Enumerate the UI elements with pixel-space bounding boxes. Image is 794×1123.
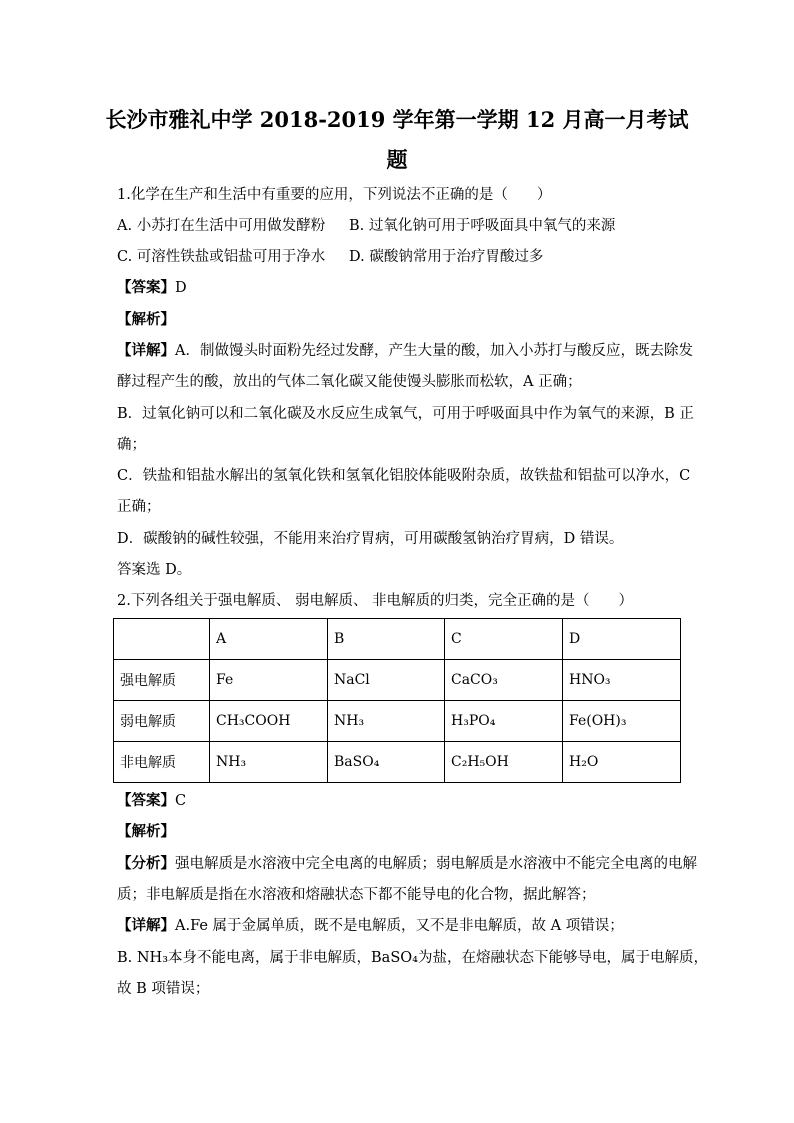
q2-analysis-label: 【解析】 bbox=[117, 823, 175, 840]
table-cell: BaSO₄ bbox=[328, 742, 445, 783]
exam-title-line1: 长沙市雅礼中学 2018-2019 学年第一学期 12 月高一月考试 bbox=[105, 107, 689, 132]
q1-option-d: D. 碳酸钠常用于治疗胃酸过多 bbox=[349, 249, 544, 265]
q1-stem: 1.化学在生产和生活中有重要的应用，下列说法不正确的是（ ） bbox=[117, 187, 552, 203]
table-cell: NaCl bbox=[328, 660, 445, 701]
q2-fenxi-label: 【分析】 bbox=[117, 855, 175, 872]
q1-detail-1a bbox=[117, 341, 693, 361]
q2-answer-label: 【答案】 bbox=[117, 792, 175, 809]
q2-fenxi-2: 质；非电解质是指在水溶液和熔融状态下都不能导电的化合物，据此解答； bbox=[117, 887, 596, 903]
q2-fenxi-1-text: 强电解质是水溶液中完全电离的电解质；弱电解质是水溶液中不能完全电离的电解 bbox=[175, 856, 697, 872]
q1-detail-3b: 正确； bbox=[117, 499, 161, 515]
table-header-cell: D bbox=[563, 619, 681, 660]
table-cell: Fe bbox=[210, 660, 328, 701]
q1-option-b: B. 过氧化钠可用于呼吸面具中氧气的来源 bbox=[349, 218, 616, 234]
q2-fenxi-1 bbox=[117, 854, 697, 874]
table-cell: CaCO₃ bbox=[445, 660, 563, 701]
table-header-cell bbox=[114, 619, 210, 660]
q2-answer bbox=[117, 791, 186, 811]
table-cell: H₃PO₄ bbox=[445, 701, 563, 742]
table-row bbox=[114, 701, 681, 742]
q1-detail-2a: B．过氧化钠可以和二氧化碳及水反应生成氧气，可用于呼吸面具中作为氧气的来源，B 正 bbox=[117, 406, 694, 422]
q2-stem: 2.下列各组关于强电解质、 弱电解质、 非电解质的归类，完全正确的是（ ） bbox=[117, 593, 634, 609]
q1-answer bbox=[117, 278, 187, 298]
exam-title-line2: 题 bbox=[386, 147, 408, 172]
q1-detail-label: 【详解】 bbox=[117, 342, 175, 359]
q1-detail-4: D．碳酸钠的碱性较强，不能用来治疗胃病，可用碳酸氢钠治疗胃病，D 错误。 bbox=[117, 531, 624, 547]
table-header-row bbox=[114, 619, 681, 660]
table-cell: C₂H₅OH bbox=[445, 742, 563, 783]
q2-detail-2: B. NH₃本身不能电离，属于非电解质，BaSO₄为盐，在熔融状态下能够导电，属于电解质， bbox=[117, 950, 708, 966]
q1-option-a: A. 小苏打在生活中可用做发酵粉 bbox=[117, 218, 326, 234]
q1-detail-2b: 确； bbox=[117, 437, 146, 453]
table-cell: CH₃COOH bbox=[210, 701, 328, 742]
q1-analysis-label: 【解析】 bbox=[117, 311, 175, 328]
table-cell: Fe(OH)₃ bbox=[563, 701, 681, 742]
table-cell: NH₃ bbox=[328, 701, 445, 742]
q2-detail-label: 【详解】 bbox=[117, 917, 175, 934]
q1-option-c: C. 可溶性铁盐或铝盐可用于净水 bbox=[117, 249, 326, 265]
q1-detail-1b: 酵过程产生的酸，放出的气体二氧化碳又能使馒头膨胀而松软，A 正确； bbox=[117, 374, 582, 390]
q1-conclusion: 答案选 D。 bbox=[117, 562, 192, 578]
table-row bbox=[114, 660, 681, 701]
row-label: 弱电解质 bbox=[114, 701, 210, 742]
q2-detail-1 bbox=[117, 916, 624, 936]
table-cell: HNO₃ bbox=[563, 660, 681, 701]
table-cell: H₂O bbox=[563, 742, 681, 783]
table-header-cell: C bbox=[445, 619, 563, 660]
table-header-cell: B bbox=[328, 619, 445, 660]
q1-detail-1a-text: A．制做馒头时面粉先经过发酵，产生大量的酸，加入小苏打与酸反应，既去除发 bbox=[175, 343, 693, 359]
q2-classification-table bbox=[113, 618, 681, 783]
q2-detail-3: 故 B 项错误； bbox=[117, 981, 210, 997]
table-cell: NH₃ bbox=[210, 742, 328, 783]
q1-detail-3a: C．铁盐和铝盐水解出的氢氧化铁和氢氧化铝胶体能吸附杂质，故铁盐和铝盐可以净水，C bbox=[117, 468, 691, 484]
table-row bbox=[114, 742, 681, 783]
q1-answer-value: D bbox=[175, 280, 187, 296]
row-label: 强电解质 bbox=[114, 660, 210, 701]
q2-answer-value: C bbox=[175, 793, 187, 809]
q1-answer-label: 【答案】 bbox=[117, 279, 175, 296]
table-header-cell: A bbox=[210, 619, 328, 660]
row-label: 非电解质 bbox=[114, 742, 210, 783]
q2-detail-1-text: A.Fe 属于金属单质，既不是电解质，又不是非电解质，故 A 项错误； bbox=[175, 918, 624, 934]
